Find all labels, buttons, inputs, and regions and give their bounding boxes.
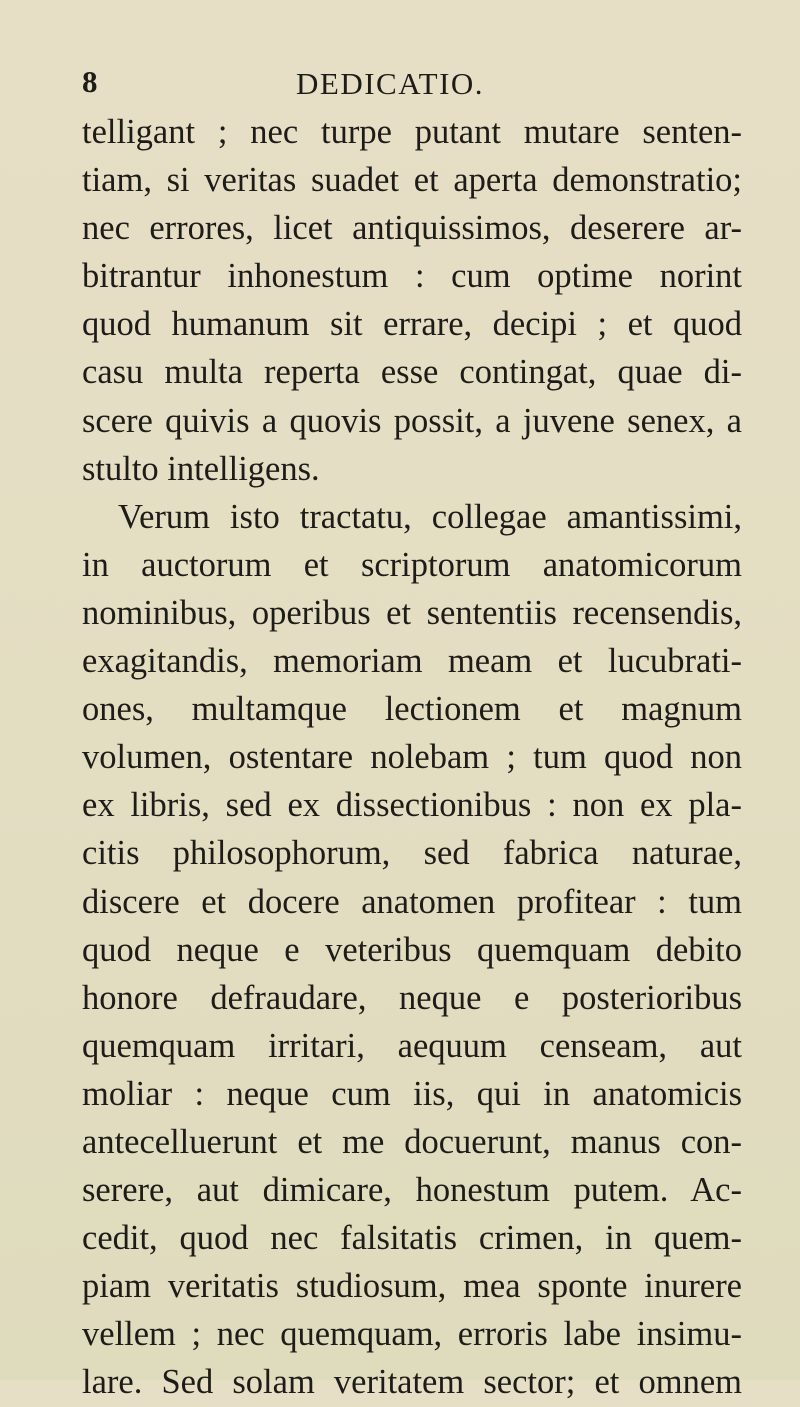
text-line: quod humanum sit errare, decipi ; et quod <box>82 305 742 344</box>
text-line: antecelluerunt et me docuerunt, manus con- <box>82 1122 742 1161</box>
paragraph-start-line: Verum isto tractatu, collegae amantissimi, <box>118 497 742 536</box>
text-line: tiam, si veritas suadet et aperta demonstratio; <box>82 161 742 200</box>
text-line: moliar : neque cum iis, qui in anatomicis <box>82 1074 742 1113</box>
page-header <box>0 62 800 102</box>
text-line: scere quivis a quovis possit, a juvene senex, a <box>82 401 742 440</box>
running-head: DEDICATIO. <box>296 66 485 101</box>
text-line: nec errores, licet antiquissimos, deserere ar- <box>82 209 742 248</box>
text-line: piam veritatis studiosum, mea sponte inurere <box>82 1267 742 1306</box>
text-line: exagitandis, memoriam meam et lucubrati- <box>82 642 742 681</box>
text-line: cedit, quod nec falsitatis crimen, in quem- <box>82 1219 742 1258</box>
text-line: citis philosophorum, sed fabrica naturae, <box>82 834 742 873</box>
text-line: quod neque e veteribus quemquam debito <box>82 930 742 969</box>
body-text <box>82 108 742 1407</box>
text-line: volumen, ostentare nolebam ; tum quod non <box>82 738 742 777</box>
text-line: quemquam irritari, aequum censeam, aut <box>82 1026 742 1065</box>
text-line: telligant ; nec turpe putant mutare senten- <box>82 113 742 151</box>
text-line: discere et docere anatomen profitear : tum <box>82 882 742 921</box>
text-line: vellem ; nec quemquam, erroris labe insimu- <box>82 1315 742 1354</box>
text-line: serere, aut dimicare, honestum putem. Ac- <box>82 1171 742 1210</box>
text-line: bitrantur inhonestum : cum optime norint <box>82 257 742 296</box>
text-line: in auctorum et scriptorum anatomicorum <box>82 545 742 584</box>
text-line: ones, multamque lectionem et magnum <box>82 690 742 729</box>
text-line: ex libris, sed ex dissectionibus : non ex pla- <box>82 786 742 825</box>
text-line: honore defraudare, neque e posterioribus <box>82 978 742 1017</box>
text-line: stulto intelligens. <box>82 449 320 488</box>
page-number: 8 <box>82 64 98 99</box>
text-line: nominibus, operibus et sententiis recensendis, <box>82 593 742 632</box>
text-line: casu multa reperta esse contingat, quae di- <box>82 353 742 392</box>
text-line: lare. Sed solam veritatem sector; et omnem <box>82 1363 742 1402</box>
